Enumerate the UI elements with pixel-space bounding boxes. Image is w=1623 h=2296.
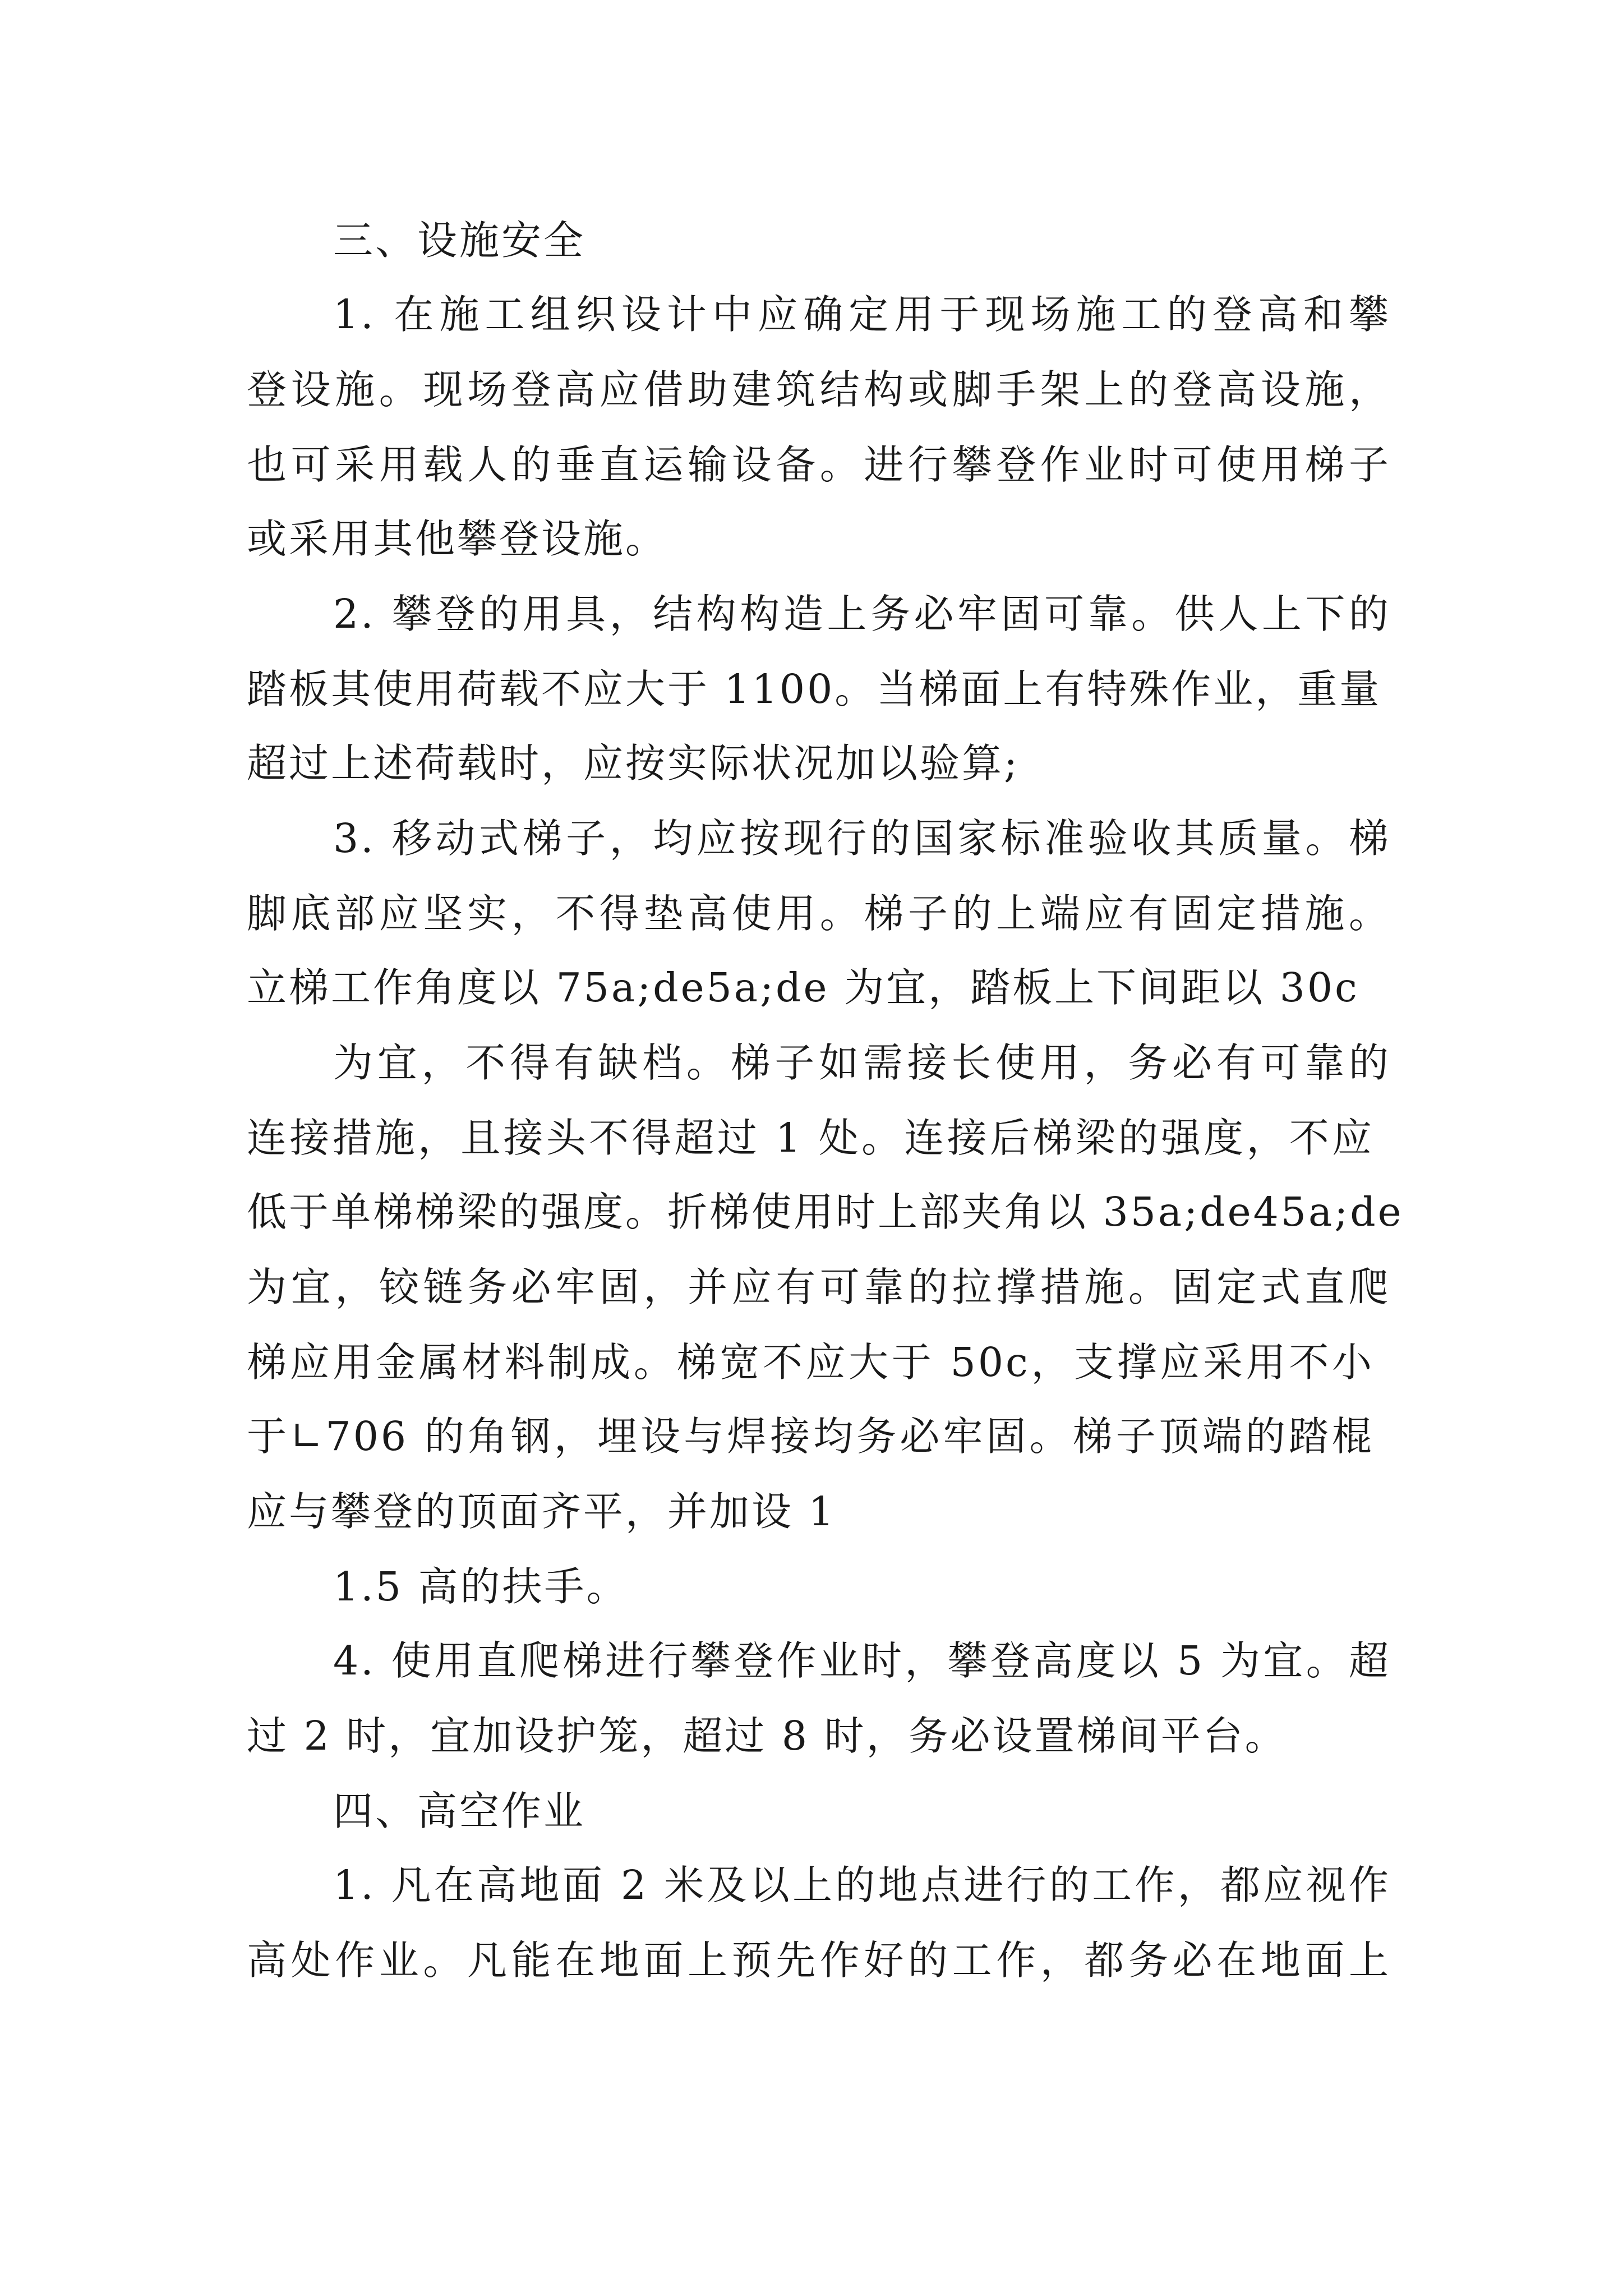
paragraph-line: 超过上述荷载时，应按实际状况加以验算;: [247, 740, 1020, 786]
paragraph-line: 踏板其使用荷载不应大于 1100。当梯面上有特殊作业，重量: [247, 666, 1382, 712]
paragraph-line: 或采用其他攀登设施。: [247, 516, 668, 562]
paragraph-line: 低于单梯梯梁的强度。折梯使用时上部夹角以 35a;de45a;de: [247, 1189, 1404, 1235]
paragraph-line: 2. 攀登的用具，结构构造上务必牢固可靠。供人上下的: [333, 591, 1391, 637]
paragraph-line: 高处作业。凡能在地面上预先作好的工作，都务必在地面上: [247, 1937, 1391, 1984]
paragraph-line: 为宜，铰链务必牢固，并应有可靠的拉撑措施。固定式直爬: [247, 1264, 1391, 1310]
paragraph-line: 梯应用金属材料制成。梯宽不应大于 50c，支撑应采用不小: [247, 1339, 1374, 1386]
paragraph-line: 过 2 时，宜加设护笼，超过 8 时，务必设置梯间平台。: [247, 1713, 1287, 1759]
paragraph-line: 1. 在施工组织设计中应确定用于现场施工的登高和攀: [333, 291, 1391, 338]
paragraph-line: 也可采用载人的垂直运输设备。进行攀登作业时可使用梯子: [247, 441, 1391, 488]
paragraph-line: 于∟706 的角钢，埋设与焊接均务必牢固。梯子顶端的踏棍: [247, 1413, 1374, 1460]
paragraph-line: 应与攀登的顶面齐平，并加设 1: [247, 1488, 836, 1535]
paragraph-line: 登设施。现场登高应借助建筑结构或脚手架上的登高设施，: [247, 366, 1391, 413]
paragraph-line: 为宜，不得有缺档。梯子如需接长使用，务必有可靠的: [333, 1039, 1391, 1086]
paragraph-line: 脚底部应坚实，不得垫高使用。梯子的上端应有固定措施。: [247, 890, 1391, 937]
paragraph-line: 立梯工作角度以 75a;de5a;de 为宜，踏板上下间距以 30c: [247, 964, 1359, 1011]
paragraph-line: 连接措施，且接头不得超过 1 处。连接后梯梁的强度，不应: [247, 1115, 1374, 1161]
section-heading: 四、高空作业: [333, 1788, 586, 1834]
paragraph-line: 1. 凡在高地面 2 米及以上的地点进行的工作，都应视作: [333, 1862, 1391, 1908]
paragraph-line: 3. 移动式梯子，均应按现行的国家标准验收其质量。梯: [333, 815, 1391, 862]
paragraph-line: 4. 使用直爬梯进行攀登作业时，攀登高度以 5 为宜。超: [333, 1637, 1391, 1684]
section-heading: 三、设施安全: [333, 217, 586, 264]
paragraph-line: 1.5 高的扶手。: [333, 1563, 629, 1610]
